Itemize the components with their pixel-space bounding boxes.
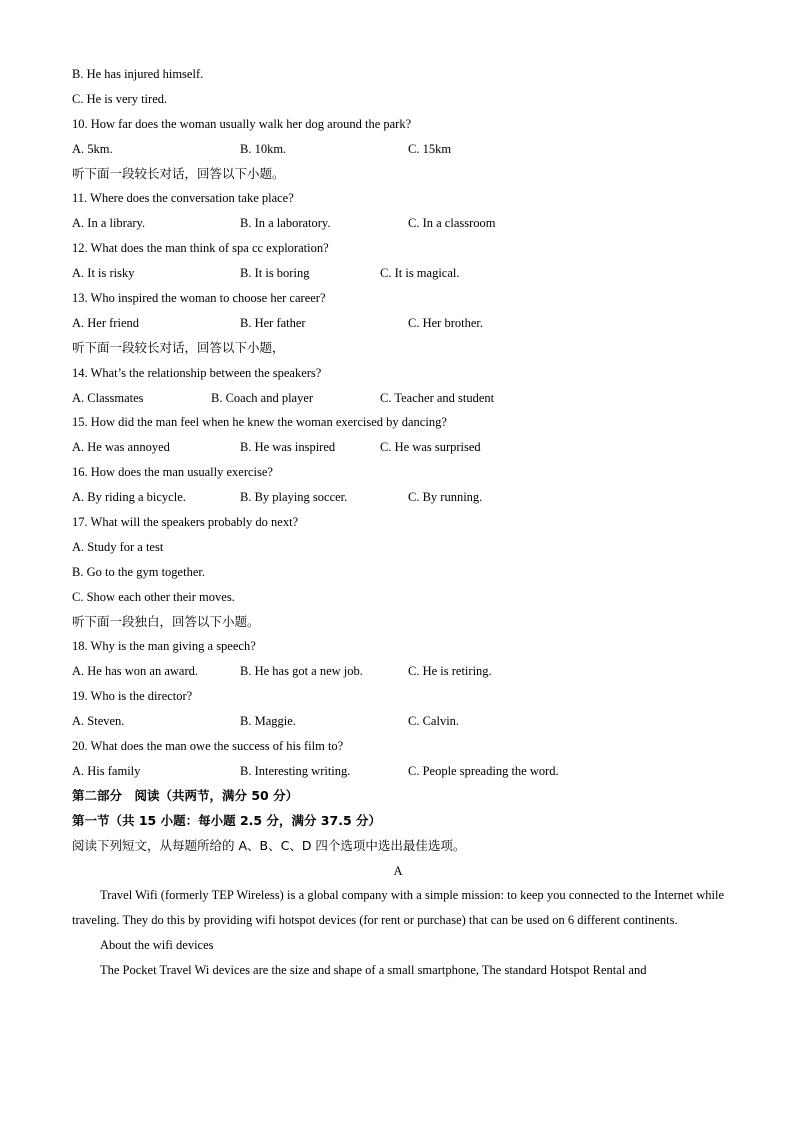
q16-question: 16. How does the man usually exercise? [72, 465, 273, 480]
q17-option-b: B. Go to the gym together. [72, 564, 205, 579]
q16-option-b: B. By playing soccer. [240, 490, 348, 505]
q13-option-a: A. Her friend [72, 315, 139, 330]
q13-option-b: B. Her father [240, 315, 306, 330]
part-two-title: 第二部分 阅读（共两节，满分 50 分） [72, 787, 299, 803]
q13-question: 13. Who inspired the woman to choose her career? [72, 291, 326, 306]
passage-letter: A [393, 863, 403, 878]
q12-question: 12. What does the man think of spa cc exploration? [72, 241, 329, 256]
q10-options [72, 137, 724, 162]
q14-option-c: C. Teacher and student [380, 390, 495, 405]
q17-option-c: C. Show each other their moves. [72, 589, 235, 604]
q12-option-b: B. It is boring [240, 266, 310, 281]
q9-option-c: C. He is very tired. [72, 91, 168, 106]
section-one-title: 第一节（共 15 小题：每小题 2.5 分，满分 37.5 分） [72, 812, 381, 828]
q20-question: 20. What does the man owe the success of his film to? [72, 739, 344, 754]
q19-option-b: B. Maggie. [240, 714, 296, 729]
reading-instruction: 阅读下列短文，从每题所给的 A、B、C、D 四个选项中选出最佳选项。 [72, 837, 466, 853]
q18-option-c: C. He is retiring. [408, 664, 492, 679]
q15-option-b: B. He was inspired [240, 440, 336, 455]
q11-option-b: B. In a laboratory. [240, 216, 331, 231]
q14-options [72, 386, 724, 411]
q15-option-a: A. He was annoyed [72, 440, 170, 455]
q13-option-c: C. Her brother. [408, 315, 483, 330]
q18-option-b: B. He has got a new job. [240, 664, 363, 679]
q20-option-a: A. His family [72, 763, 141, 778]
q11-options [72, 211, 724, 236]
q20-options [72, 759, 724, 784]
q20-option-b: B. Interesting writing. [240, 763, 351, 778]
passage-paragraph-2: The Pocket Travel Wi devices are the size and shape of a small smartphone, The standard Hotspot Rental and [100, 963, 647, 978]
document-page [72, 62, 724, 983]
q14-option-b: B. Coach and player [211, 390, 314, 405]
q11-option-c: C. In a classroom [408, 216, 496, 231]
q16-option-c: C. By running. [408, 490, 483, 505]
q19-option-a: A. Steven. [72, 714, 125, 729]
q11-question: 11. Where does the conversation take place? [72, 191, 294, 206]
q19-option-c: C. Calvin. [408, 714, 460, 729]
q13-options [72, 311, 724, 336]
q10-option-b: B. 10km. [240, 141, 287, 156]
q10-option-c: C. 15km [408, 141, 452, 156]
q10-question: 10. How far does the woman usually walk her dog around the park? [72, 116, 412, 131]
q9-option-b: B. He has injured himself. [72, 67, 204, 81]
q17-question: 17. What will the speakers probably do next? [72, 515, 299, 530]
q15-options [72, 435, 724, 460]
q18-question: 18. Why is the man giving a speech? [72, 639, 256, 654]
q14-option-a: A. Classmates [72, 390, 144, 405]
q16-option-a: A. By riding a bicycle. [72, 490, 186, 505]
q10-option-a: A. 5km. [72, 141, 113, 156]
passage-subheading: About the wifi devices [100, 938, 214, 953]
instruction-long-dialogue-1: 听下面一段较长对话，回答以下小题。 [72, 165, 285, 181]
instruction-long-dialogue-2: 听下面一段较长对话，回答以下小题， [72, 339, 285, 355]
q19-options [72, 709, 724, 734]
q16-options [72, 485, 724, 510]
q17-option-a: A. Study for a test [72, 539, 164, 554]
q19-question: 19. Who is the director? [72, 689, 193, 704]
q12-options [72, 261, 724, 286]
q18-option-a: A. He has won an award. [72, 664, 199, 679]
q12-option-a: A. It is risky [72, 266, 135, 281]
q20-option-c: C. People spreading the word. [408, 763, 559, 778]
passage-paragraph-1: Travel Wifi (formerly TEP Wireless) is a global company with a simple mission: to keep you connected to the Internet while traveling. They do this by providing wifi hotspot devices (for rent or purchase) that can be used on 6 different continents. [72, 888, 724, 928]
q11-option-a: A. In a library. [72, 216, 146, 231]
q12-option-c: C. It is magical. [380, 266, 460, 281]
instruction-monologue: 听下面一段独白，回答以下小题。 [72, 613, 260, 629]
q15-option-c: C. He was surprised [380, 440, 481, 455]
q18-options [72, 659, 724, 684]
q15-question: 15. How did the man feel when he knew the woman exercised by dancing? [72, 415, 447, 430]
q14-question: 14. What’s the relationship between the speakers? [72, 365, 322, 380]
